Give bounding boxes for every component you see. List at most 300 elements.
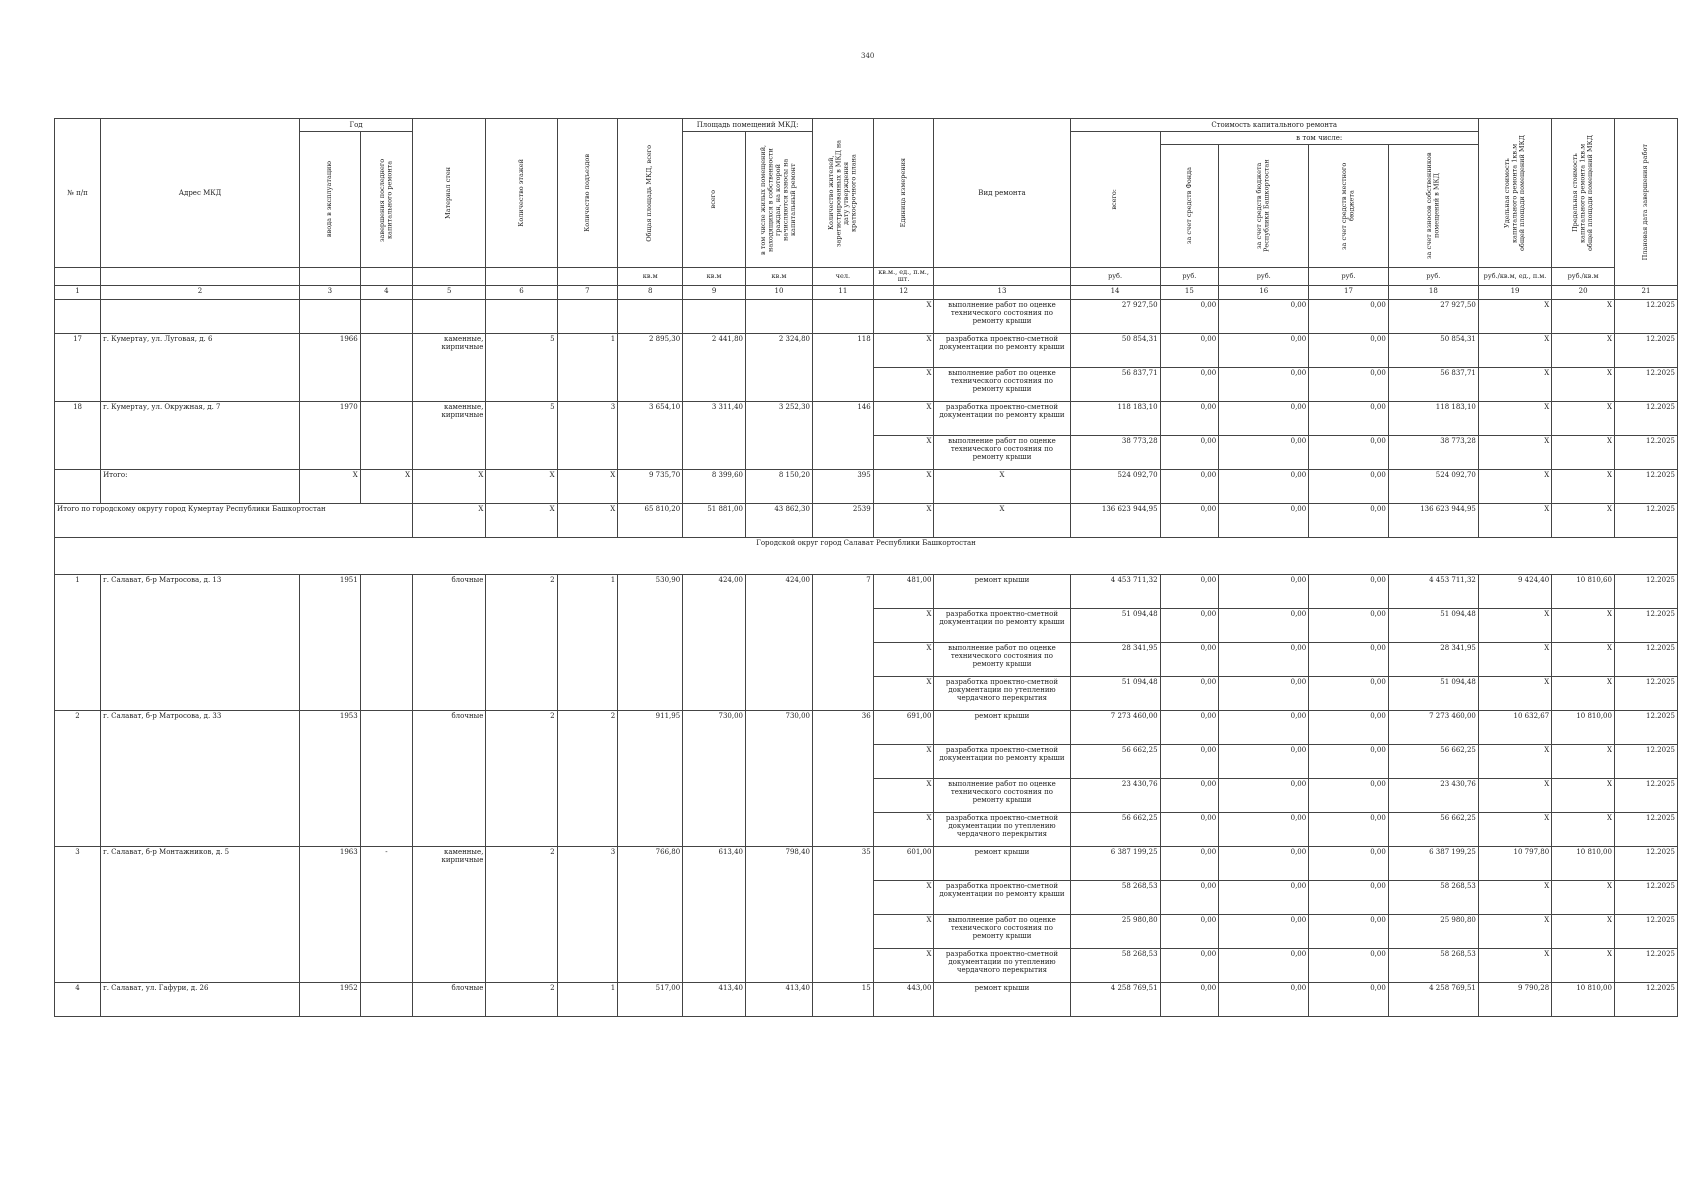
cost-local: 0,00 xyxy=(1309,333,1389,367)
deadline: 12.2025 xyxy=(1614,642,1677,676)
specific-cost: 9 790,28 xyxy=(1478,982,1551,1016)
header-total-area: Общая площадь МКД, всего xyxy=(645,144,654,242)
cost-local: 0,00 xyxy=(1309,435,1389,469)
col-number: 17 xyxy=(1309,285,1389,299)
wall-material: каменные, кирпичные xyxy=(413,333,486,401)
year-commissioning: 1966 xyxy=(300,333,361,401)
deadline: 12.2025 xyxy=(1614,299,1677,333)
residents: 118 xyxy=(812,333,873,401)
limit-cost: X xyxy=(1552,608,1615,642)
unit-value: X xyxy=(873,880,934,914)
table-row xyxy=(55,846,1678,880)
table-row xyxy=(55,982,1678,1016)
floors: 2 xyxy=(486,574,557,710)
subtotal-cell: 8 399,60 xyxy=(683,469,746,503)
limit-cost: 10 810,60 xyxy=(1552,574,1615,608)
cost-owners: 7 273 460,00 xyxy=(1388,710,1478,744)
cost-owners: 4 258 769,51 xyxy=(1388,982,1478,1016)
cost-fund: 0,00 xyxy=(1160,812,1219,846)
cost-fund: 0,00 xyxy=(1160,401,1219,435)
total-cell: 136 623 944,95 xyxy=(1388,503,1478,537)
unit-value: X xyxy=(873,367,934,401)
total-area: 530,90 xyxy=(618,574,683,710)
cost-fund: 0,00 xyxy=(1160,608,1219,642)
year-last-repair: - xyxy=(360,846,412,982)
work-type: ремонт крыши xyxy=(934,846,1070,880)
row-number: 2 xyxy=(55,710,101,846)
entrances: 1 xyxy=(557,574,618,710)
wall-material: блочные xyxy=(413,710,486,846)
cost-total: 58 268,53 xyxy=(1070,948,1160,982)
total-area: 517,00 xyxy=(618,982,683,1016)
header-cost-total: всего: xyxy=(1110,189,1119,210)
year-commissioning: 1970 xyxy=(300,401,361,469)
table-body-kumertau xyxy=(55,299,1678,574)
header-year: Год xyxy=(300,119,413,132)
total-cell: X xyxy=(873,503,934,537)
unit-value: X xyxy=(873,676,934,710)
header-unit: Единица измерения xyxy=(898,158,907,228)
work-type: ремонт крыши xyxy=(934,710,1070,744)
subtotal-cell: X xyxy=(1552,469,1615,503)
unit-value: X xyxy=(873,401,934,435)
col-number: 16 xyxy=(1219,285,1309,299)
specific-cost: X xyxy=(1478,948,1551,982)
subtotal-cell: 524 092,70 xyxy=(1070,469,1160,503)
specific-cost: X xyxy=(1478,608,1551,642)
table-row: X выполнение работ по оценке технического состояния по ремонту крыши 27 927,50 0,00 0,00 0,00 27 927,50 X X 12.2025 xyxy=(55,299,1678,333)
cost-republic: 0,00 xyxy=(1219,812,1309,846)
year-commissioning: 1952 xyxy=(300,982,361,1016)
header-premises-owned: в том числе жилых помещений, находящихся в собственности граждан, на которой начисляются взносы на капитальный ремонт xyxy=(759,144,798,255)
col-number: 18 xyxy=(1388,285,1478,299)
row-number: 4 xyxy=(55,982,101,1016)
cost-owners: 58 268,53 xyxy=(1388,948,1478,982)
wall-material: блочные xyxy=(413,982,486,1016)
specific-cost: 10 632,67 xyxy=(1478,710,1551,744)
cost-republic: 0,00 xyxy=(1219,846,1309,880)
work-type: разработка проектно-сметной документации по ремонту крыши xyxy=(934,744,1070,778)
entrances: 3 xyxy=(557,846,618,982)
cost-owners: 50 854,31 xyxy=(1388,333,1478,367)
table-row xyxy=(55,401,1678,435)
premises-area: 3 311,40 xyxy=(683,401,746,469)
unit-cell: руб. xyxy=(1309,268,1389,286)
cost-republic: 0,00 xyxy=(1219,333,1309,367)
total-cell: 65 810,20 xyxy=(618,503,683,537)
section-row xyxy=(55,537,1678,574)
cost-republic: 0,00 xyxy=(1219,914,1309,948)
work-type: разработка проектно-сметной документации по ремонту крыши xyxy=(934,401,1070,435)
header-year-last-repair: завершения последнего капитального ремонта xyxy=(377,157,394,242)
total-cell: X xyxy=(934,503,1070,537)
premises-owned: 730,00 xyxy=(745,710,812,846)
col-number: 7 xyxy=(557,285,618,299)
limit-cost: X xyxy=(1552,948,1615,982)
year-commissioning: 1963 xyxy=(300,846,361,982)
cost-owners: 56 662,25 xyxy=(1388,744,1478,778)
specific-cost: X xyxy=(1478,401,1551,435)
premises-owned: 424,00 xyxy=(745,574,812,710)
header-work-type: Вид ремонта xyxy=(934,119,1070,268)
premises-area: 2 441,80 xyxy=(683,333,746,401)
limit-cost: X xyxy=(1552,676,1615,710)
cost-fund: 0,00 xyxy=(1160,914,1219,948)
cost-total: 4 453 711,32 xyxy=(1070,574,1160,608)
cost-total: 56 837,71 xyxy=(1070,367,1160,401)
unit-value: X xyxy=(873,333,934,367)
limit-cost: X xyxy=(1552,367,1615,401)
work-type: разработка проектно-сметной документации по утеплению чердачного перекрытия xyxy=(934,676,1070,710)
header-deadline: Плановая дата завершения работ xyxy=(1641,143,1650,261)
address: г. Салават, ул. Гафури, д. 26 xyxy=(101,982,300,1016)
subtotal-cell: X xyxy=(360,469,412,503)
header-limit-cost: Предельная стоимость капитального ремонта 1кв.м общей площади помещений МКД xyxy=(1570,135,1594,251)
limit-cost: X xyxy=(1552,812,1615,846)
col-number: 2 xyxy=(101,285,300,299)
premises-area: 424,00 xyxy=(683,574,746,710)
specific-cost: X xyxy=(1478,333,1551,367)
specific-cost: X xyxy=(1478,778,1551,812)
deadline: 12.2025 xyxy=(1614,948,1677,982)
premises-area: 613,40 xyxy=(683,846,746,982)
floors: 2 xyxy=(486,710,557,846)
year-commissioning: 1951 xyxy=(300,574,361,710)
floors: 5 xyxy=(486,401,557,469)
col-number: 20 xyxy=(1552,285,1615,299)
cost-total: 4 258 769,51 xyxy=(1070,982,1160,1016)
deadline: 12.2025 xyxy=(1614,880,1677,914)
cost-fund: 0,00 xyxy=(1160,982,1219,1016)
cost-fund: 0,00 xyxy=(1160,333,1219,367)
total-cell: X xyxy=(486,503,557,537)
work-type: выполнение работ по оценке технического состояния по ремонту крыши xyxy=(934,435,1070,469)
deadline: 12.2025 xyxy=(1614,574,1677,608)
cost-total: 25 980,80 xyxy=(1070,914,1160,948)
year-commissioning: 1953 xyxy=(300,710,361,846)
premises-owned: 2 324,80 xyxy=(745,333,812,401)
cost-republic: 0,00 xyxy=(1219,574,1309,608)
col-number: 10 xyxy=(745,285,812,299)
premises-owned: 3 252,30 xyxy=(745,401,812,469)
limit-cost: X xyxy=(1552,401,1615,435)
cost-fund: 0,00 xyxy=(1160,299,1219,333)
subtotal-cell: 524 092,70 xyxy=(1388,469,1478,503)
subtotal-cell: X xyxy=(934,469,1070,503)
total-cell: 51 881,00 xyxy=(683,503,746,537)
cost-local: 0,00 xyxy=(1309,574,1389,608)
cost-fund: 0,00 xyxy=(1160,948,1219,982)
cost-total: 27 927,50 xyxy=(1070,299,1160,333)
cost-local: 0,00 xyxy=(1309,812,1389,846)
subtotal-cell: 0,00 xyxy=(1160,469,1219,503)
work-type: разработка проектно-сметной документации по утеплению чердачного перекрытия xyxy=(934,812,1070,846)
limit-cost: 10 810,00 xyxy=(1552,982,1615,1016)
deadline: 12.2025 xyxy=(1614,778,1677,812)
subtotal-label: Итого: xyxy=(101,469,300,503)
cost-local: 0,00 xyxy=(1309,948,1389,982)
cost-fund: 0,00 xyxy=(1160,642,1219,676)
header-premises-area: Площадь помещений МКД: xyxy=(683,119,813,132)
cost-total: 6 387 199,25 xyxy=(1070,846,1160,880)
cost-republic: 0,00 xyxy=(1219,778,1309,812)
limit-cost: X xyxy=(1552,642,1615,676)
cost-total: 50 854,31 xyxy=(1070,333,1160,367)
specific-cost: X xyxy=(1478,676,1551,710)
unit-value: X xyxy=(873,435,934,469)
premises-owned: 413,40 xyxy=(745,982,812,1016)
header-floors: Количество этажей xyxy=(516,159,525,227)
cost-total: 51 094,48 xyxy=(1070,676,1160,710)
cost-total: 28 341,95 xyxy=(1070,642,1160,676)
work-type: выполнение работ по оценке технического состояния по ремонту крыши xyxy=(934,778,1070,812)
cost-republic: 0,00 xyxy=(1219,880,1309,914)
unit-cell: кв.м xyxy=(683,268,746,286)
residents: 7 xyxy=(812,574,873,710)
col-number: 1 xyxy=(55,285,101,299)
unit-value: X xyxy=(873,608,934,642)
limit-cost: X xyxy=(1552,333,1615,367)
total-cell: 0,00 xyxy=(1309,503,1389,537)
wall-material: блочные xyxy=(413,574,486,710)
unit-value: 481,00 xyxy=(873,574,934,608)
cost-local: 0,00 xyxy=(1309,914,1389,948)
total-area: 766,80 xyxy=(618,846,683,982)
specific-cost: X xyxy=(1478,367,1551,401)
work-type: выполнение работ по оценке технического состояния по ремонту крыши xyxy=(934,642,1070,676)
cost-republic: 0,00 xyxy=(1219,710,1309,744)
deadline: 12.2025 xyxy=(1614,367,1677,401)
header-residents: Количество жителей, зарегистрированных в МКД на дату утверждения краткосрочного плана xyxy=(826,139,858,247)
col-number: 5 xyxy=(413,285,486,299)
col-number: 8 xyxy=(618,285,683,299)
work-type: ремонт крыши xyxy=(934,574,1070,608)
entrances: 1 xyxy=(557,333,618,401)
cost-local: 0,00 xyxy=(1309,982,1389,1016)
city-total-label: Итого по городскому округу город Кумертау Республики Башкортостан xyxy=(55,503,413,537)
table-row xyxy=(55,574,1678,608)
unit-cell: руб. xyxy=(1070,268,1160,286)
cost-republic: 0,00 xyxy=(1219,744,1309,778)
premises-owned: 798,40 xyxy=(745,846,812,982)
cost-republic: 0,00 xyxy=(1219,435,1309,469)
cost-owners: 51 094,48 xyxy=(1388,608,1478,642)
deadline: 12.2025 xyxy=(1614,812,1677,846)
work-type: разработка проектно-сметной документации по ремонту крыши xyxy=(934,608,1070,642)
header-num: № п/п xyxy=(55,119,101,268)
residents: 15 xyxy=(812,982,873,1016)
header-specific-cost: Удельная стоимость капитального ремонта 1кв.м общей площади помещений МКД xyxy=(1502,135,1526,251)
cost-republic: 0,00 xyxy=(1219,676,1309,710)
subtotal-cell: X xyxy=(557,469,618,503)
header-fund: за счет средств Фонда xyxy=(1184,167,1193,245)
total-cell: 2539 xyxy=(812,503,873,537)
cost-owners: 118 183,10 xyxy=(1388,401,1478,435)
header-owners: за счет взносов собственников помещений в МКД xyxy=(1424,152,1441,260)
address: г. Салават, б-р Матросова, д. 33 xyxy=(101,710,300,846)
unit-value: 601,00 xyxy=(873,846,934,880)
cost-fund: 0,00 xyxy=(1160,778,1219,812)
total-cell: 0,00 xyxy=(1160,503,1219,537)
cost-owners: 23 430,76 xyxy=(1388,778,1478,812)
cost-owners: 25 980,80 xyxy=(1388,914,1478,948)
deadline: 12.2025 xyxy=(1614,676,1677,710)
cost-republic: 0,00 xyxy=(1219,608,1309,642)
cost-total: 56 662,25 xyxy=(1070,812,1160,846)
cost-total: 58 268,53 xyxy=(1070,880,1160,914)
cost-republic: 0,00 xyxy=(1219,299,1309,333)
unit-cell: руб./кв.м, ед., п.м. xyxy=(1478,268,1551,286)
unit-value: X xyxy=(873,778,934,812)
unit-value: 691,00 xyxy=(873,710,934,744)
work-type: выполнение работ по оценке технического состояния по ремонту крыши xyxy=(934,299,1070,333)
col-number: 14 xyxy=(1070,285,1160,299)
header-premises-total: всего xyxy=(709,190,718,209)
table-body-salavat xyxy=(55,574,1678,1016)
cost-total: 51 094,48 xyxy=(1070,608,1160,642)
total-cell: 0,00 xyxy=(1219,503,1309,537)
work-type: разработка проектно-сметной документации по ремонту крыши xyxy=(934,880,1070,914)
unit-cell: руб. xyxy=(1388,268,1478,286)
cost-owners: 38 773,28 xyxy=(1388,435,1478,469)
unit-value: X xyxy=(873,744,934,778)
col-number: 9 xyxy=(683,285,746,299)
limit-cost: X xyxy=(1552,778,1615,812)
cost-local: 0,00 xyxy=(1309,744,1389,778)
deadline: 12.2025 xyxy=(1614,744,1677,778)
col-number: 3 xyxy=(300,285,361,299)
header-wall-material: Материал стен xyxy=(444,167,453,219)
limit-cost: X xyxy=(1552,880,1615,914)
entrances: 1 xyxy=(557,982,618,1016)
address: г. Салават, б-р Монтажников, д. 5 xyxy=(101,846,300,982)
col-number: 15 xyxy=(1160,285,1219,299)
limit-cost: X xyxy=(1552,299,1615,333)
premises-area: 413,40 xyxy=(683,982,746,1016)
row-number: 17 xyxy=(55,333,101,401)
row-number: 18 xyxy=(55,401,101,469)
total-cell: X xyxy=(557,503,618,537)
deadline: 12.2025 xyxy=(1614,401,1677,435)
subtotal-cell: 8 150,20 xyxy=(745,469,812,503)
unit-cell: руб./кв.м xyxy=(1552,268,1615,286)
subtotal-cell: X xyxy=(413,469,486,503)
year-last-repair xyxy=(360,574,412,710)
deadline: 12.2025 xyxy=(1614,333,1677,367)
deadline: 12.2025 xyxy=(1614,608,1677,642)
premises-area: 730,00 xyxy=(683,710,746,846)
total-area: 911,95 xyxy=(618,710,683,846)
cost-fund: 0,00 xyxy=(1160,846,1219,880)
total-cell: X xyxy=(1478,503,1551,537)
cost-fund: 0,00 xyxy=(1160,367,1219,401)
header-including: в том числе: xyxy=(1160,132,1478,145)
cost-fund: 0,00 xyxy=(1160,676,1219,710)
cost-fund: 0,00 xyxy=(1160,435,1219,469)
table-row xyxy=(55,710,1678,744)
total-area: 2 895,30 xyxy=(618,333,683,401)
col-number: 13 xyxy=(934,285,1070,299)
capital-repair-table xyxy=(54,118,1678,1017)
cost-owners: 56 837,71 xyxy=(1388,367,1478,401)
cost-local: 0,00 xyxy=(1309,401,1389,435)
limit-cost: 10 810,00 xyxy=(1552,710,1615,744)
cost-owners: 51 094,48 xyxy=(1388,676,1478,710)
section-title: Городской округ город Салават Республики Башкортостан xyxy=(55,537,1678,574)
subtotal-cell: X xyxy=(300,469,361,503)
header-year-commissioning: ввода в эксплуатацию xyxy=(325,161,334,238)
cost-republic: 0,00 xyxy=(1219,367,1309,401)
specific-cost: 9 424,40 xyxy=(1478,574,1551,608)
cost-local: 0,00 xyxy=(1309,299,1389,333)
header-republic: за счет средств бюджета Республики Башкортостан xyxy=(1255,159,1271,253)
residents: 36 xyxy=(812,710,873,846)
unit-cell: кв.м., ед., п.м., шт. xyxy=(873,268,934,286)
subtotal-cell: X xyxy=(486,469,557,503)
unit-value: X xyxy=(873,948,934,982)
cost-local: 0,00 xyxy=(1309,778,1389,812)
row-number: 1 xyxy=(55,574,101,710)
specific-cost: X xyxy=(1478,642,1551,676)
work-type: выполнение работ по оценке технического состояния по ремонту крыши xyxy=(934,914,1070,948)
work-type: ремонт крыши xyxy=(934,982,1070,1016)
deadline: 12.2025 xyxy=(1614,914,1677,948)
cost-fund: 0,00 xyxy=(1160,744,1219,778)
cost-local: 0,00 xyxy=(1309,367,1389,401)
total-cell: X xyxy=(413,503,486,537)
cost-fund: 0,00 xyxy=(1160,710,1219,744)
col-number: 11 xyxy=(812,285,873,299)
cost-total: 118 183,10 xyxy=(1070,401,1160,435)
col-number: 4 xyxy=(360,285,412,299)
cost-local: 0,00 xyxy=(1309,846,1389,880)
limit-cost: X xyxy=(1552,914,1615,948)
residents: 146 xyxy=(812,401,873,469)
cost-republic: 0,00 xyxy=(1219,642,1309,676)
header-entrances: Количество подъездов xyxy=(582,154,591,232)
specific-cost: 10 797,80 xyxy=(1478,846,1551,880)
cost-owners: 58 268,53 xyxy=(1388,880,1478,914)
cost-owners: 27 927,50 xyxy=(1388,299,1478,333)
limit-cost: X xyxy=(1552,744,1615,778)
floors: 2 xyxy=(486,982,557,1016)
specific-cost: X xyxy=(1478,435,1551,469)
subtotal-cell: 12.2025 xyxy=(1614,469,1677,503)
specific-cost: X xyxy=(1478,880,1551,914)
deadline: 12.2025 xyxy=(1614,982,1677,1016)
col-number: 6 xyxy=(486,285,557,299)
cost-owners: 56 662,25 xyxy=(1388,812,1478,846)
subtotal-cell: 0,00 xyxy=(1219,469,1309,503)
header-local: за счет средств местного бюджета xyxy=(1340,162,1356,250)
address: г. Кумертау, ул. Окружная, д. 7 xyxy=(101,401,300,469)
row-number: 3 xyxy=(55,846,101,982)
work-type: разработка проектно-сметной документации по ремонту крыши xyxy=(934,333,1070,367)
deadline: 12.2025 xyxy=(1614,435,1677,469)
specific-cost: X xyxy=(1478,812,1551,846)
entrances: 3 xyxy=(557,401,618,469)
cost-total: 7 273 460,00 xyxy=(1070,710,1160,744)
subtotal-cell: 0,00 xyxy=(1309,469,1389,503)
work-type: выполнение работ по оценке технического состояния по ремонту крыши xyxy=(934,367,1070,401)
unit-cell: руб. xyxy=(1160,268,1219,286)
deadline: 12.2025 xyxy=(1614,710,1677,744)
cost-owners: 6 387 199,25 xyxy=(1388,846,1478,880)
entrances: 2 xyxy=(557,710,618,846)
subtotal-cell: X xyxy=(873,469,934,503)
total-cell: 43 862,30 xyxy=(745,503,812,537)
cost-republic: 0,00 xyxy=(1219,982,1309,1016)
